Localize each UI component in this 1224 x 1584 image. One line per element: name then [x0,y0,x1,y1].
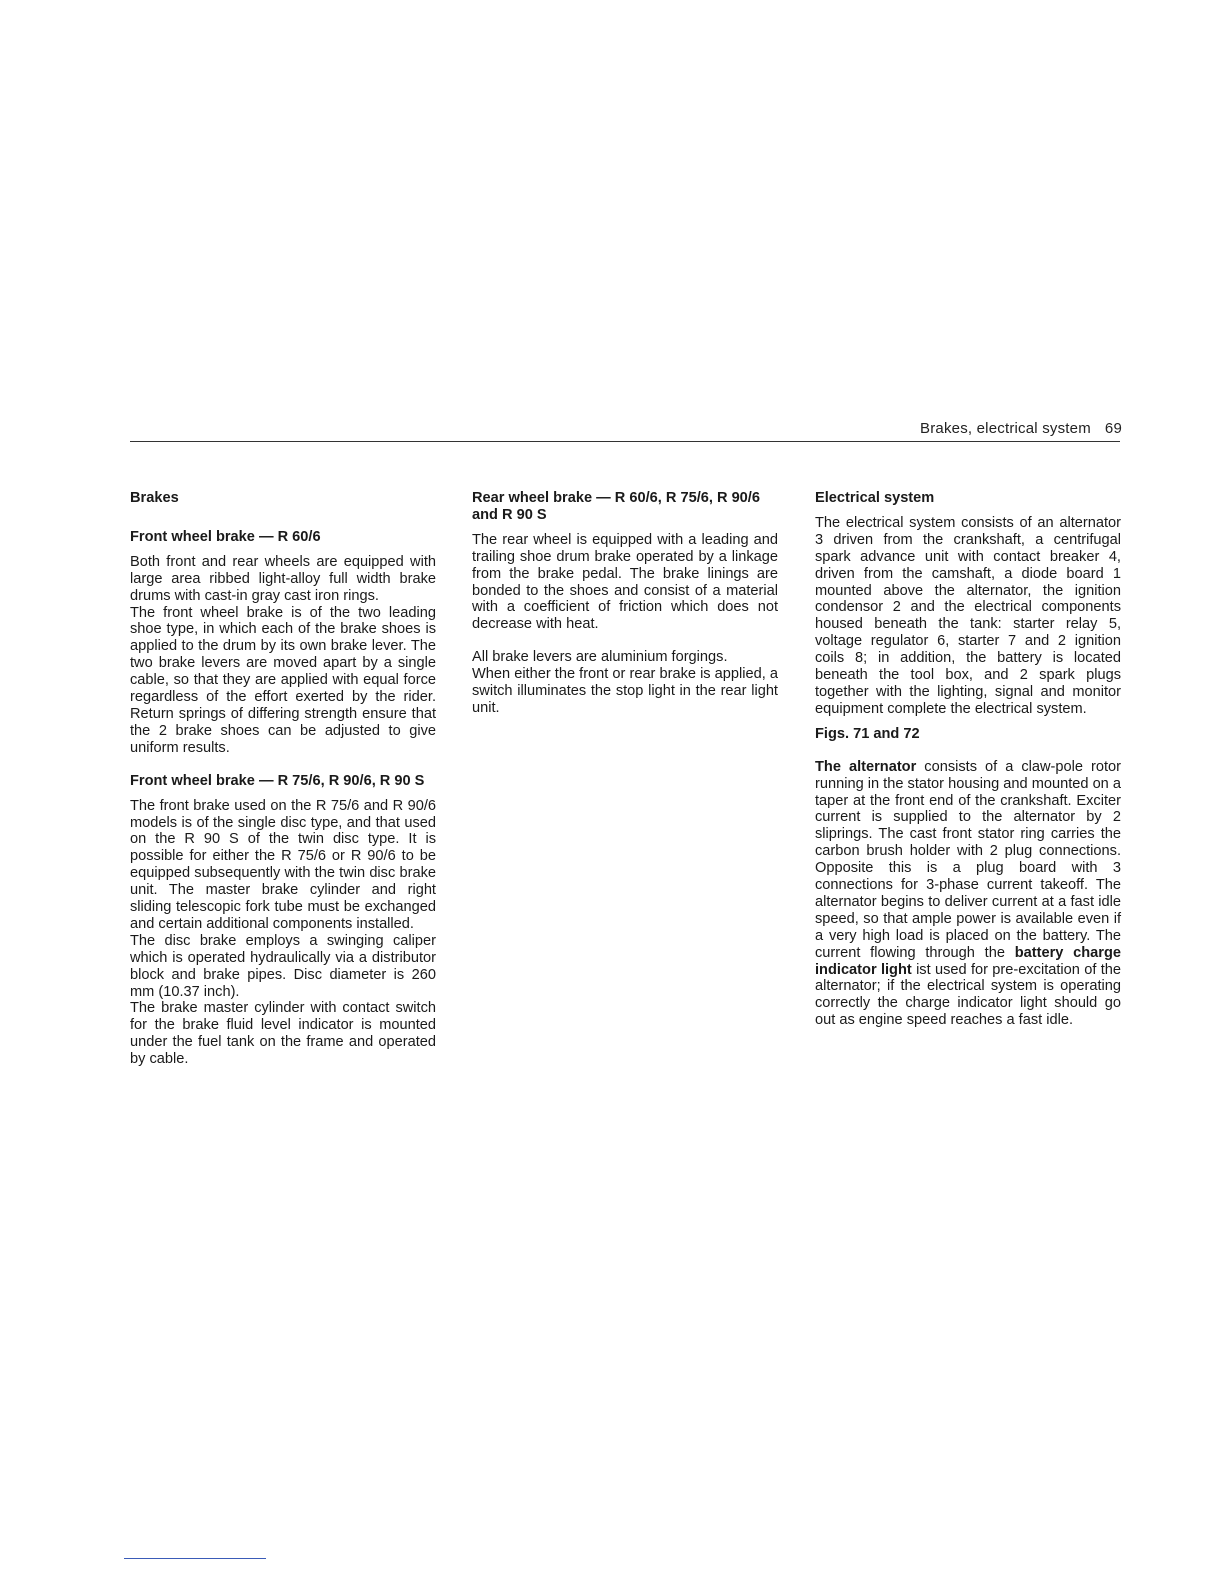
column-middle [472,490,778,717]
section-heading-brakes: Brakes [130,490,179,506]
section-heading-electrical: Electrical system [815,490,935,506]
section-title: Brakes, electrical system [920,420,1091,437]
paragraph: The electrical system consists of an alternator 3 driven from the crankshaft, a centrifugal spark advance unit with contact breaker 4, driven from the camshaft, a diode board 1 mounted above the alternator, the ignition condensor 2 and the electrical components housed beneath the tank: starter relay 5, voltage regulator 6, starter 7 and 2 ignition coils 8; in addition, the battery is located beneath the tool box, and 2 spark plugs together with the lighting, signal and monitor equipment complete the electrical system. [815,514,1121,717]
paragraph: Both front and rear wheels are equipped with large area ribbed light-alloy full width brake drums with cast-in gray cast iron rings. [130,553,436,604]
term-alternator: The alternator [815,758,917,775]
paragraph: The rear wheel is equipped with a leading and trailing shoe drum brake operated by a linkage from the brake pedal. The brake linings are bonded to the shoes and consist of a material with a coefficient of friction which does not decrease with heat. [472,531,778,633]
subheading-rear-brake: Rear wheel brake — R 60/6, R 75/6, R 90/6 and R 90 S [472,490,760,523]
page-number: 69 [1104,420,1122,437]
header-rule [130,441,1120,442]
paragraph: The front wheel brake is of the two leading shoe type, in which each of the brake shoes is applied to the drum by its own brake lever. The two brake levers are moved apart by a single cable, so that they are applied with equal force regardless of the effort exerted by the rider. Return springs of differing strength ensure that the 2 brake shoes can be adjusted to give uniform results. [130,604,436,756]
term-charge-light: battery charge indicator light [815,944,1121,978]
footer-rule [124,1558,266,1559]
text-span: ist used for pre-excitation of the alternator; if the electrical system is operating correctly the charge indicator light should go out as engine speed reaches a fast idle. [815,961,1121,1029]
running-head [920,420,1122,437]
paragraph: All brake levers are aluminium forgings. [472,649,728,666]
figure-reference: Figs. 71 and 72 [815,725,920,742]
subheading-front-brake-r75-r90: Front wheel brake — R 75/6, R 90/6, R 90 S [130,772,425,789]
paragraph: The brake master cylinder with contact switch for the brake fluid level indicator is mounted under the fuel tank on the frame and operated by cable. [130,1000,436,1068]
text-span: consists of a claw-pole rotor running in the stator housing and mounted on a taper at the front end of the crankshaft. Exciter current is supplied to the alternator by 2 sliprings. The cast front stator ring carries the carbon brush holder with 2 plug connections. Opposite this is a plug board with 3 connections for 3-phase current takeoff. The alternator begins to deliver current at a fast idle speed, so that ample power is available even if a very high load is placed on the battery. The current flowing through the [815,758,1122,961]
paragraph: The front brake used on the R 75/6 and R 90/6 models is of the single disc type, and that used on the R 90 S of the twin disc type. It is possible for either the R 75/6 or R 90/6 to be equipped subsequently with the twin disc brake unit. The master brake cylinder and right sliding telescopic fork tube must be exchanged and certain additional components installed. [130,797,436,932]
subheading-front-brake-r60: Front wheel brake — R 60/6 [130,528,321,545]
column-left [130,490,436,1068]
paragraph: When either the front or rear brake is applied, a switch illuminates the stop light in the rear light unit. [472,666,778,716]
paragraph: The disc brake employs a swinging caliper which is operated hydraulically via a distributor block and brake pipes. Disc diameter is 260 mm (10.37 inch). [130,932,436,1000]
column-right [815,490,1121,1029]
paragraph-alternator [815,759,1121,1030]
